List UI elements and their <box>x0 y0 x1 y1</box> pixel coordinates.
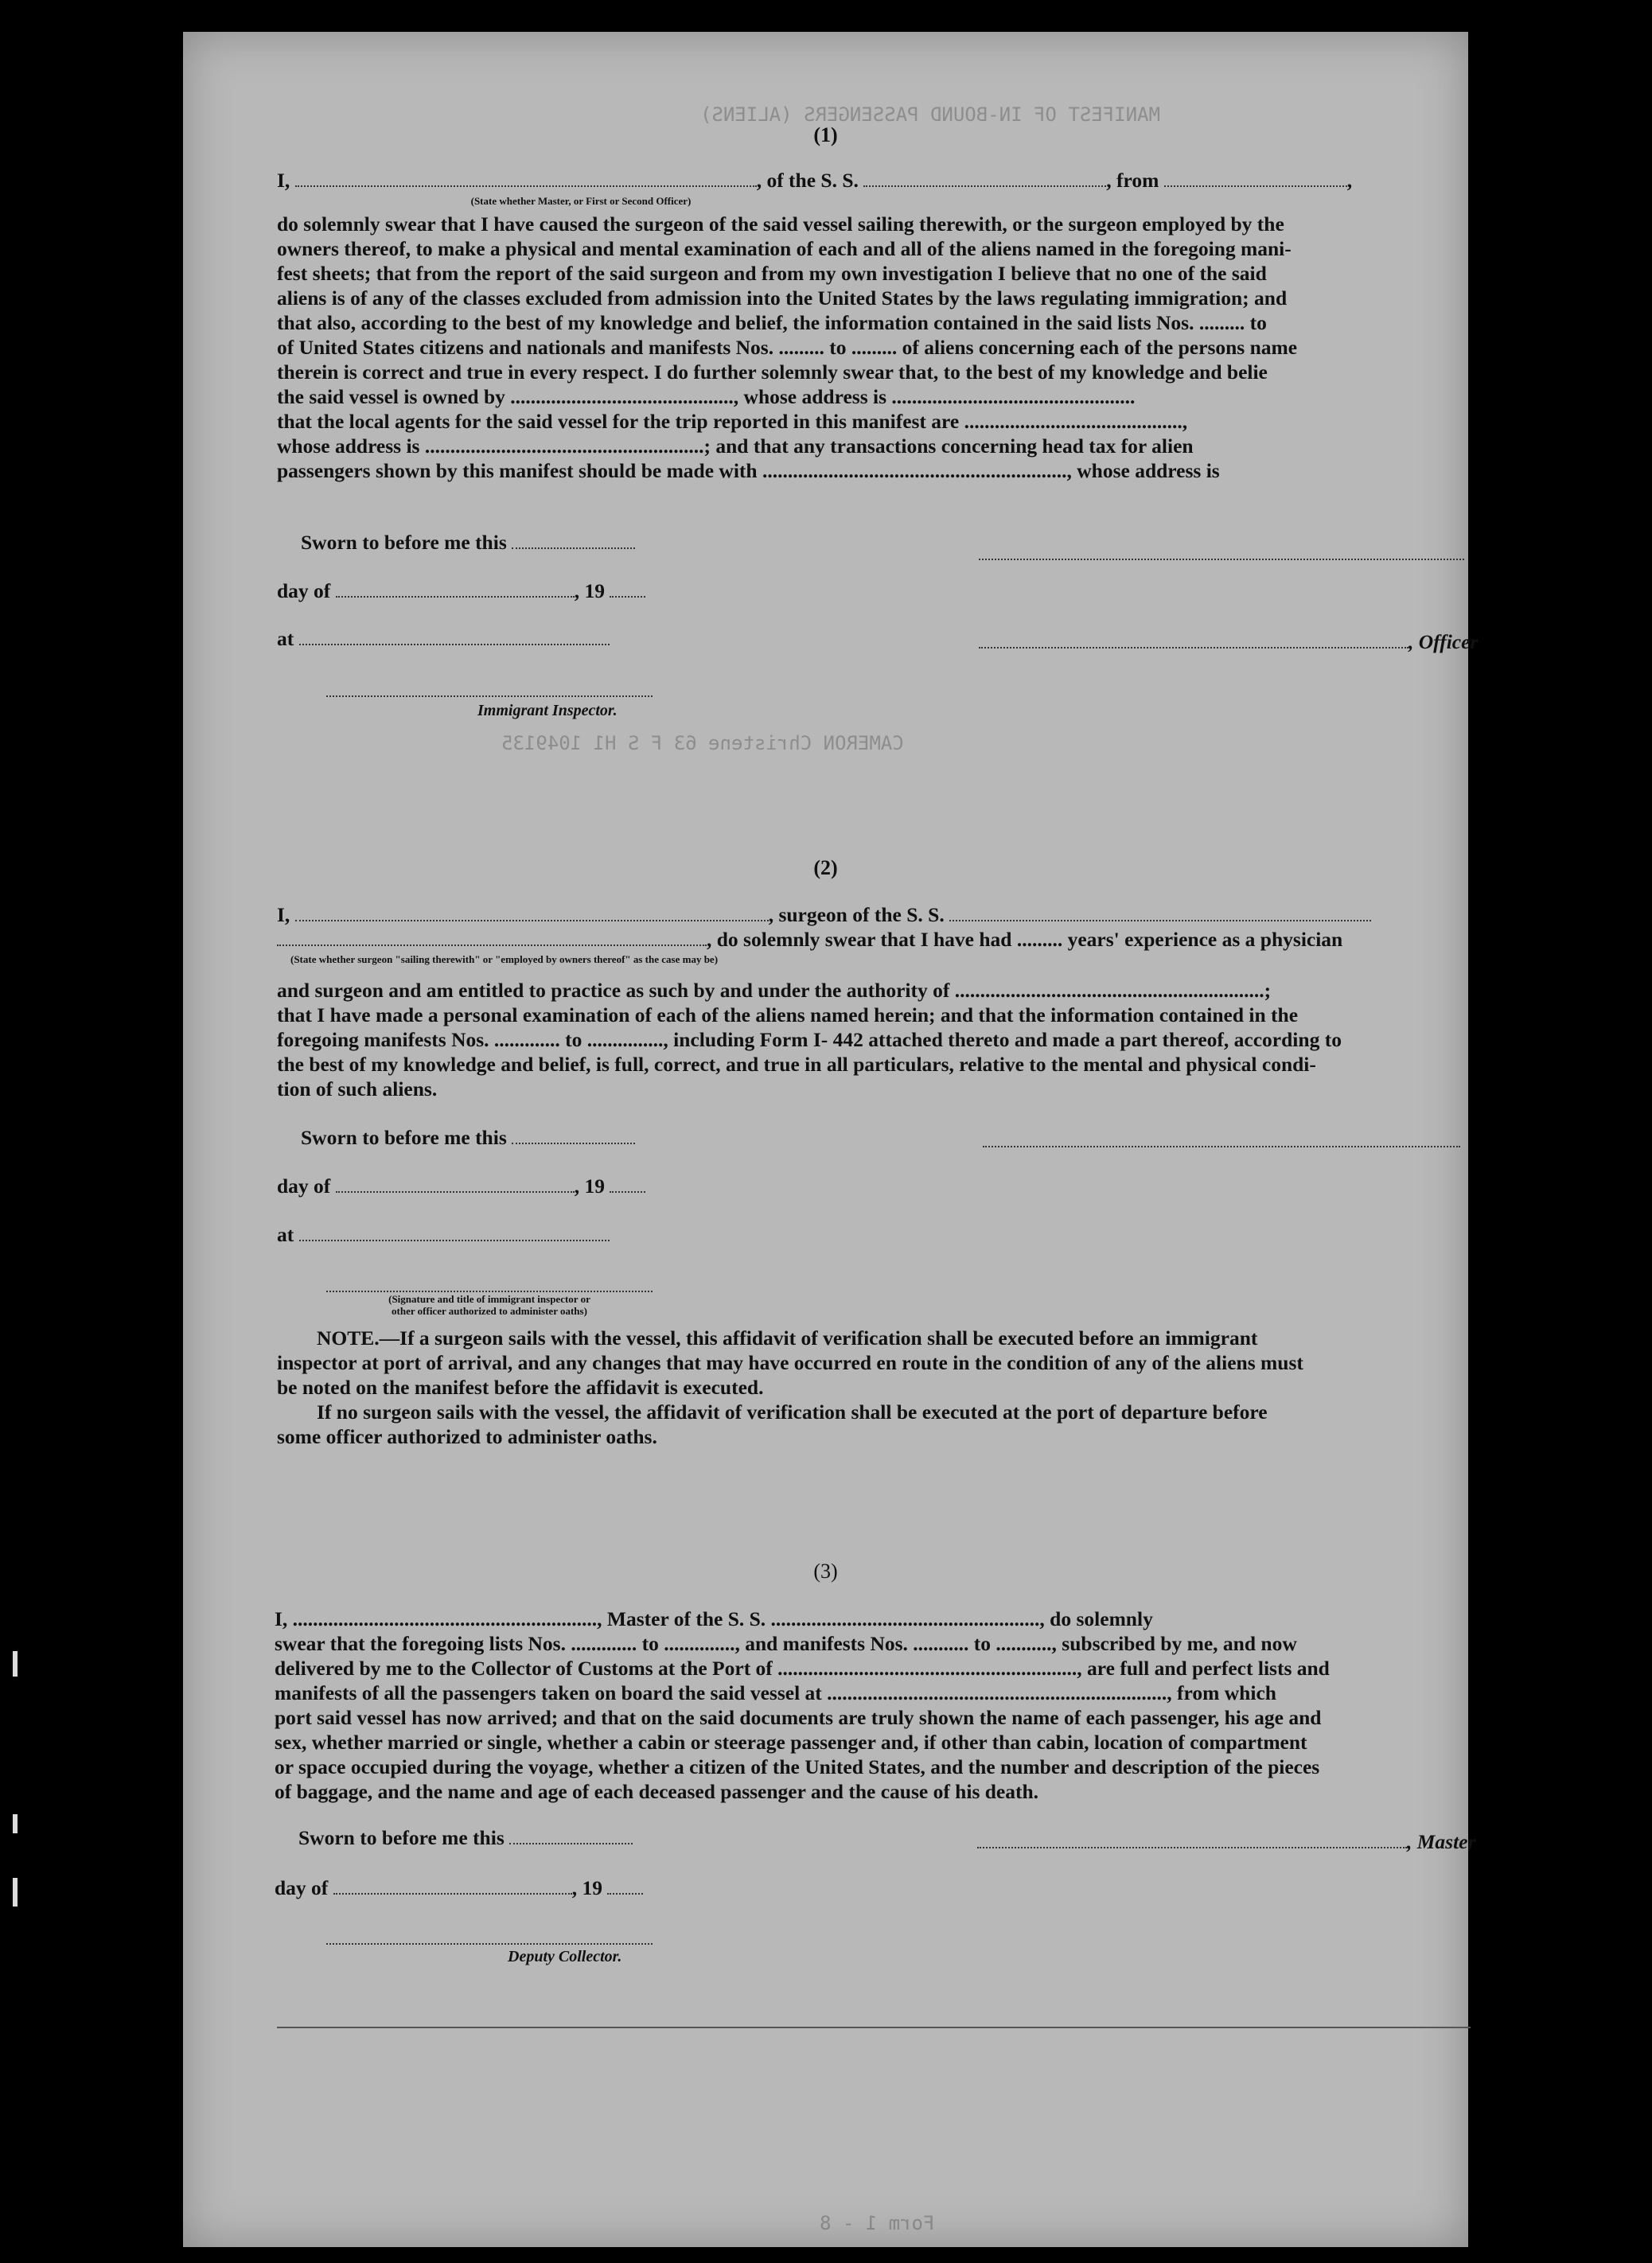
section-1-heading: (1) <box>813 123 838 146</box>
day-of-field[interactable] <box>336 582 575 598</box>
i-label: I, <box>277 169 290 192</box>
officer-caption: (State whether Master, or First or Second Officer) <box>470 195 692 207</box>
surgeon-experience-line: , do solemnly swear that I have had ......... years' experience as a physician <box>277 928 1342 952</box>
officer-line: I, , of the S. S. , from , <box>277 169 1353 192</box>
day-of-field-3[interactable] <box>333 1879 572 1895</box>
surgeon-caption: (State whether surgeon "sailing therewith" or "employed by owners thereof" as the case may be) <box>290 953 719 965</box>
bleed-through-text: CAMERON Christene 63 F S H1 1049135 <box>501 732 904 754</box>
officer-line-sign: , Officer <box>979 630 1478 654</box>
year-field-2[interactable] <box>610 1177 645 1193</box>
surgeon-line: I, , surgeon of the S. S. <box>277 903 1371 927</box>
day-of-line-3: day of , 19 <box>275 1876 643 1900</box>
section-3-oath: I, ............................................................, Master of the S. S. ....................................................., do solemnly swear that the foregoing lists Nos. ............. to .............., and manifests Nos. ........... to ..........., subscribed by me, and now delivered by me to the Collector of Customs at the Port of ..........................................................., are full and perfect lists and manifests of all the passengers taken on board the said vessel at ..................................................................., from which port said vessel has now arrived; and that on the said documents are truly shown the name of each passenger, his age and sex, whether married or single, whether a cabin or steerage passenger and, if other than cabin, location of compartment or space occupied during the voyage, whether a citizen of the United States, and the number and description of the pieces of baggage, and the name and age of each deceased passenger and the cause of his death. <box>275 1607 1330 1803</box>
punch-hole <box>1483 1639 1522 1679</box>
inspector-signature-line[interactable] <box>326 694 653 697</box>
sworn-date-field-2[interactable] <box>512 1128 635 1144</box>
section-1-oath: do solemnly swear that I have caused the surgeon of the said vessel sailing therewith, or the surgeon employed by the owners thereof, to make a physical and mental examination of each and all of the aliens named in the foregoing mani- fest sheets; that from the report of the said surgeon and from my own investigation I believe that no one of the said aliens is of any of the classes excluded from admission into the United States by the laws regulating immigration; and that also, according to the best of my knowledge and belief, the information contained in the said lists Nos. ......... to of United States citizens and nationals and manifests Nos. ......... to ......... of aliens concerning each of the persons name therein is correct and true in every respect. I do further solemnly swear that, to the best of my knowledge and belie the said vessel is owned by ............................................, whose address is ................................................ that the local agents for the said vessel for the trip reported in this manifest are ..........................................., whose address is .......................................................; and that any transactions concerning head tax for alien passengers shown by this manifest should be made with ............................................................, whose address is <box>277 212 1298 482</box>
master-sign-field[interactable] <box>977 1833 1407 1848</box>
ship-name-field[interactable] <box>863 171 1106 187</box>
sworn-line-2: Sworn to before me this <box>301 1126 635 1150</box>
at-line-2: at <box>277 1223 610 1247</box>
officer-signature-line[interactable] <box>979 557 1464 560</box>
document-page <box>183 32 1479 2247</box>
inspector-signature-line-2[interactable] <box>326 1289 653 1292</box>
surgeon-ship-field[interactable] <box>949 906 1371 921</box>
officer-name-field[interactable] <box>295 171 757 187</box>
bleed-through-text: MANIFEST OF IN-BOUND PASSENGERS (ALIENS) <box>700 103 1160 126</box>
section-2-oath: and surgeon and am entitled to practice as such by and under the authority of .............................................................; that I have made a personal examination of each of the aliens named herein; and that the information contained in the foregoing manifests Nos. ............. to ..............., including Form I- 442 attached thereto and made a part thereof, according to the best of my knowledge and belief, is full, correct, and true in all particulars, relative to the mental and physical condi- tion of such aliens. <box>277 979 1342 1100</box>
punch-hole <box>1483 223 1522 263</box>
punch-hole <box>1483 1512 1522 1552</box>
of-ss-label: , of the S. S. <box>756 169 859 192</box>
punch-hole <box>1483 609 1522 649</box>
from-port-field[interactable] <box>1164 171 1347 187</box>
sworn-line-3: Sworn to before me this <box>298 1826 633 1850</box>
day-of-line-1: day of , 19 <box>277 579 645 603</box>
surgeon-type-field[interactable] <box>277 930 707 946</box>
note-text: NOTE.—If a surgeon sails with the vessel, this affidavit of verification shall be executed before an immigrant inspector at port of arrival, and any changes that may have occurred en route in the condition of any of the aliens must be noted on the manifest before the affidavit is executed. If no surgeon sails with the vessel, the affidavit of verification shall be executed at the port of departure before some officer authorized to administer oaths. <box>277 1326 1303 1448</box>
at-field[interactable] <box>299 629 610 645</box>
at-line-1: at <box>277 627 610 651</box>
day-of-line-2: day of , 19 <box>277 1174 645 1198</box>
sworn-date-field[interactable] <box>512 533 635 549</box>
sworn-date-field-3[interactable] <box>509 1829 633 1844</box>
deputy-signature-line[interactable] <box>326 1942 653 1945</box>
punch-hole <box>1483 2148 1522 2188</box>
from-label: , from <box>1106 169 1159 192</box>
bottom-rule <box>277 2025 1471 2028</box>
master-signature-line: , Master <box>977 1830 1475 1854</box>
margin-mark <box>13 1651 18 1677</box>
immigrant-inspector-caption: Immigrant Inspector. <box>477 702 618 719</box>
section-2-heading: (2) <box>813 856 838 879</box>
surgeon-signature-line[interactable] <box>983 1144 1460 1147</box>
year-field-3[interactable] <box>607 1879 643 1895</box>
punch-hole <box>1483 1126 1522 1166</box>
margin-mark <box>13 1878 18 1907</box>
margin-mark <box>13 1814 18 1833</box>
signature-caption: (Signature and title of immigrant inspector or other officer authorized to administer oaths) <box>388 1293 590 1317</box>
section-3-heading: (3) <box>813 1560 838 1583</box>
punch-hole <box>1483 1997 1522 2037</box>
punch-hole <box>1483 92 1522 131</box>
at-field-2[interactable] <box>299 1225 610 1241</box>
officer-sign-field[interactable] <box>979 633 1408 649</box>
surgeon-name-field[interactable] <box>295 906 769 921</box>
year-field[interactable] <box>610 582 645 598</box>
day-of-field-2[interactable] <box>336 1177 575 1193</box>
deputy-collector-caption: Deputy Collector. <box>508 1948 622 1965</box>
bleed-through-text: Form 1 - 8 <box>820 2212 935 2234</box>
sworn-line-1: Sworn to before me this <box>301 531 635 555</box>
